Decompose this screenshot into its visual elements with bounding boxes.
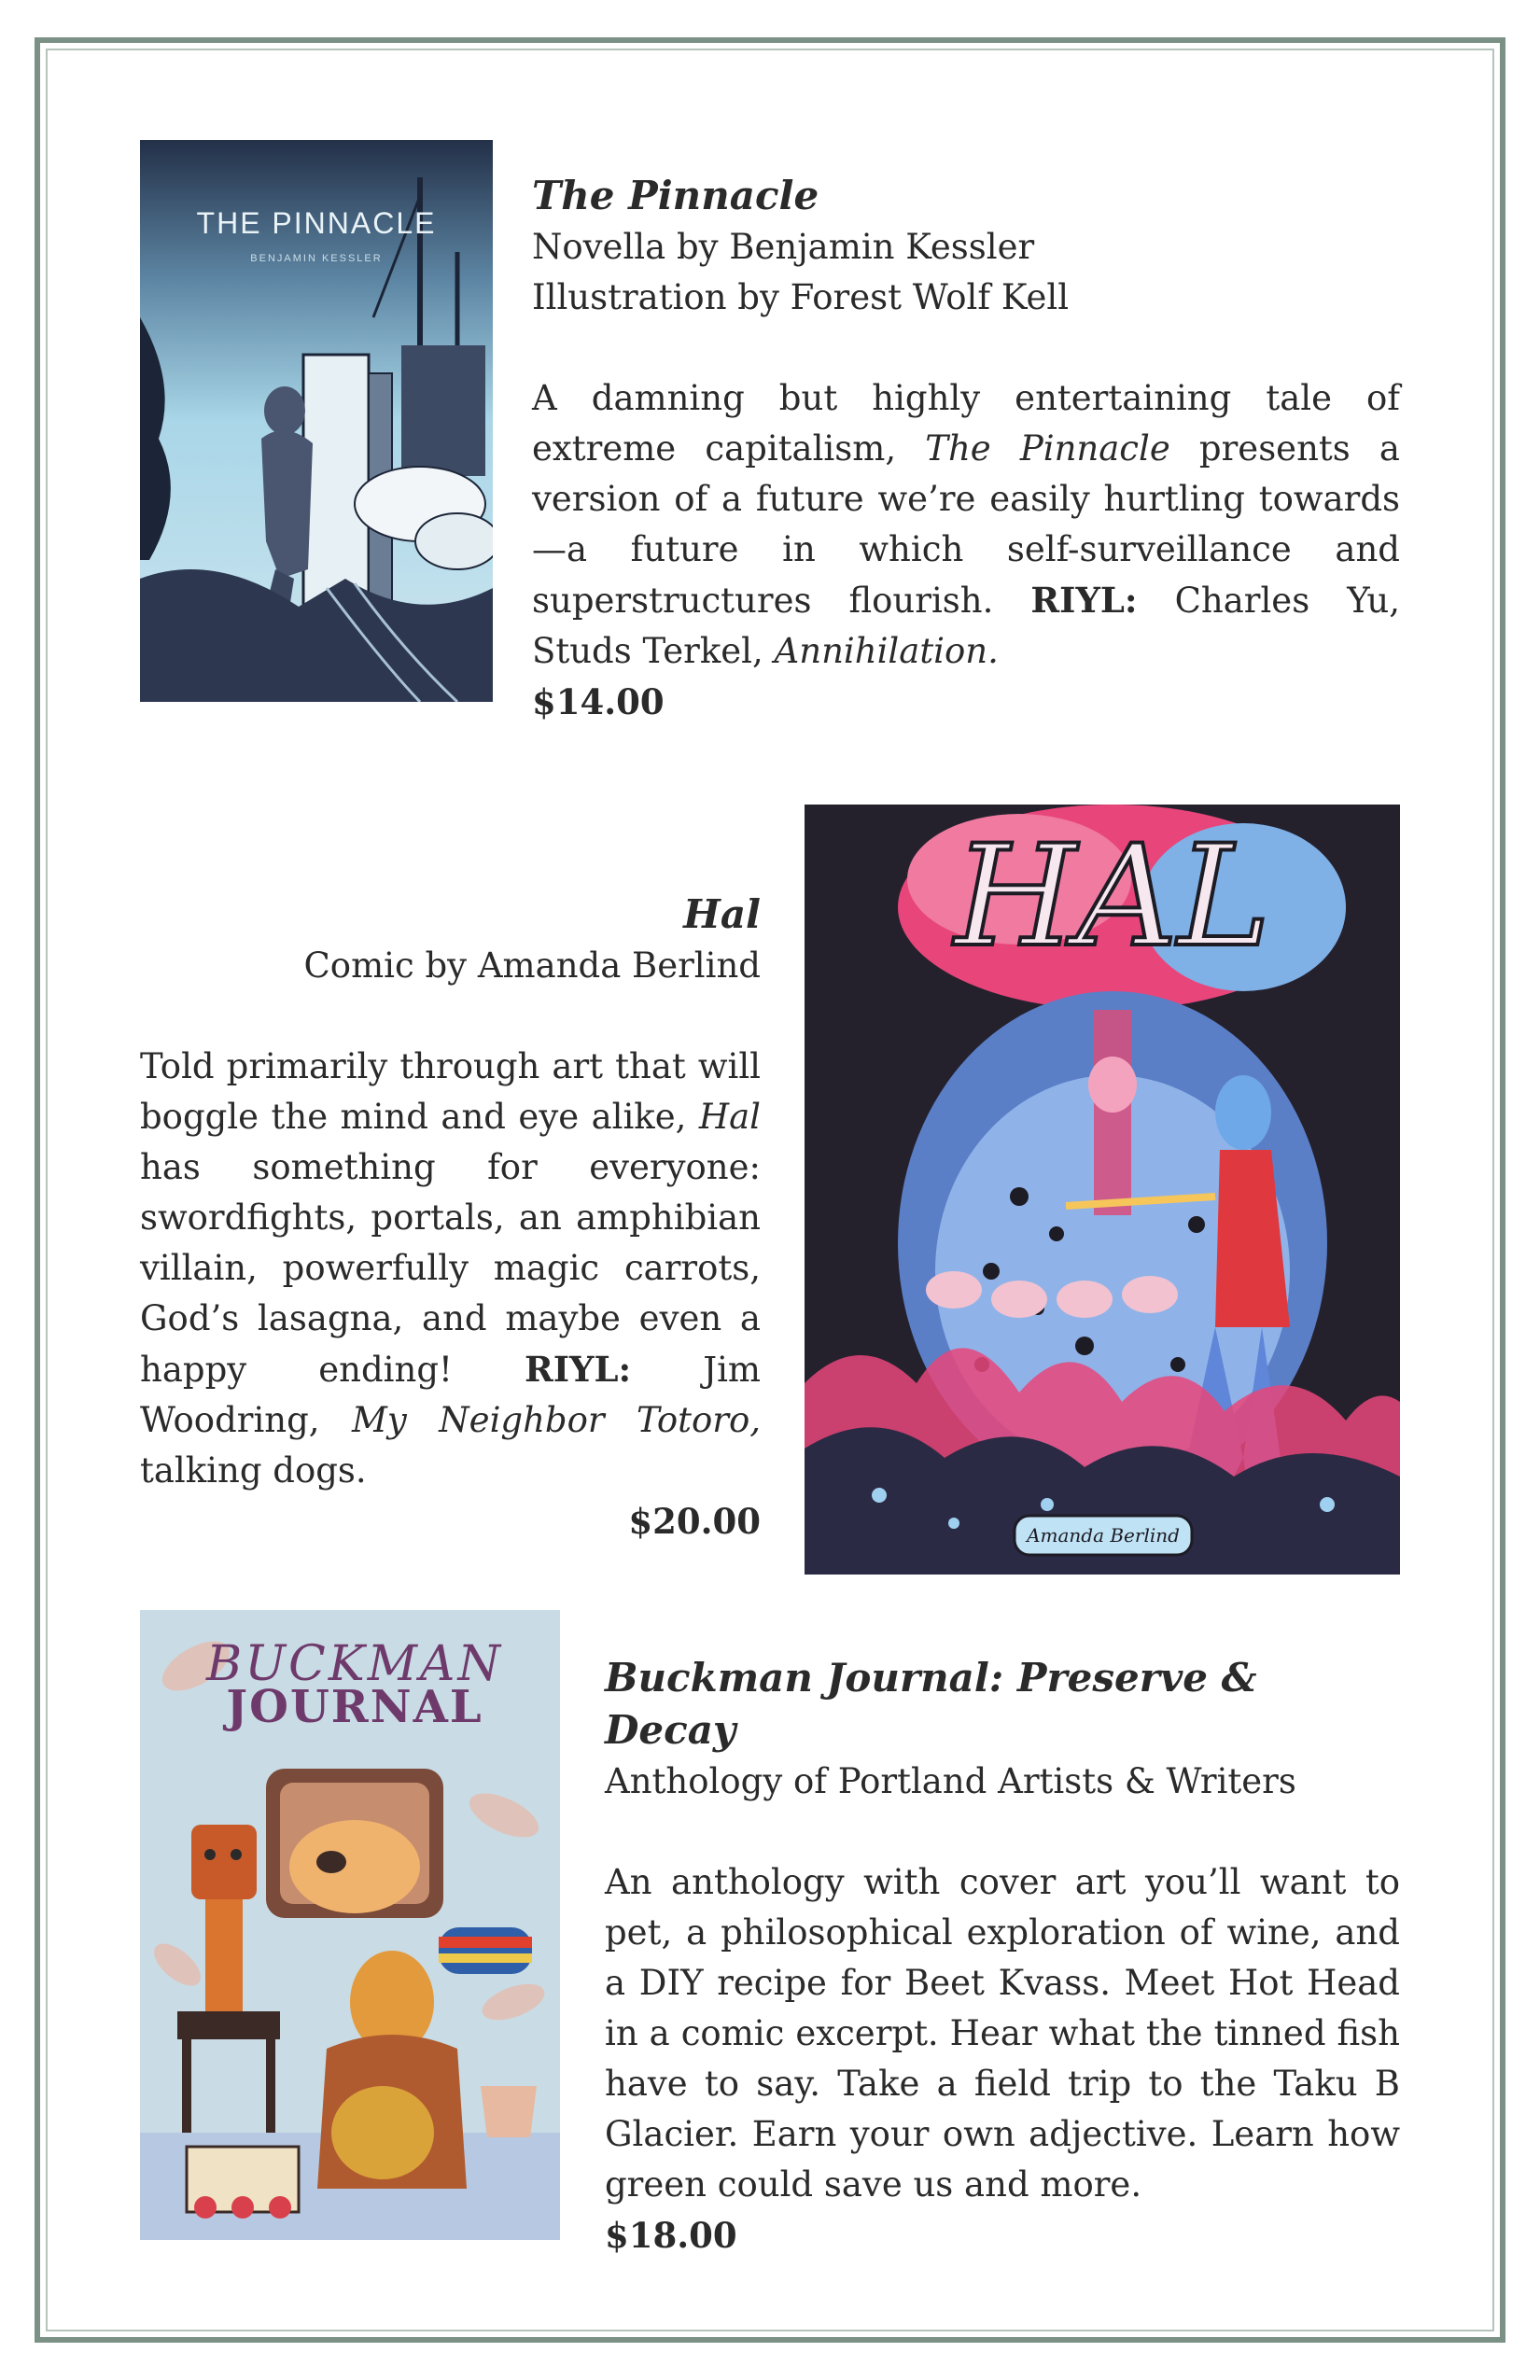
pinnacle-title: The Pinnacle <box>532 173 819 218</box>
hal-cover-signature: Amanda Berlind <box>1027 1524 1180 1547</box>
pinnacle-info <box>532 170 1400 727</box>
pinnacle-credit-illustrator: Illustration by Forest Wolf Kell <box>532 277 1070 317</box>
pinnacle-cover-title: THE PINNACLE <box>196 206 437 240</box>
pinnacle-credit-author: Novella by Benjamin Kessler <box>532 227 1035 267</box>
hal-title: Hal <box>683 891 761 937</box>
hal-info <box>140 889 761 1547</box>
hal-credit-author: Comic by Amanda Berlind <box>303 945 761 986</box>
buckman-cover-image <box>140 1610 560 2240</box>
pinnacle-description: A damning but highly entertaining tale of extreme capitalism, The Pinnacle presents a version of a future we’re easily hurtling towards—a future in which self-surveillance and superstructures flourish. RIYL: Charles Yu, Studs Terkel, Annihilation. <box>532 378 1401 671</box>
buckman-cover-title-top: BUCKMAN <box>206 1636 503 1692</box>
pinnacle-price: $14.00 <box>532 681 665 722</box>
hal-cover-title: HAL <box>954 816 1271 978</box>
hal-riyl-label: RIYL: <box>524 1349 632 1390</box>
buckman-cover-title-bottom: JOURNAL <box>226 1681 483 1733</box>
buckman-description: An anthology with cover art you’ll want to pet, a philosophical exploration of wine, and a DIY recipe for Beet Kvass. Meet Hot Head in a comic excerpt. Hear what the tinned fish have to say. Take a field trip to the Taku B Glacier. Earn your own adjective. Learn how green could save us and more. <box>605 1862 1400 2205</box>
buckman-title: Buckman Journal: Preserve & Decay <box>605 1655 1257 1753</box>
buckman-price: $18.00 <box>605 2215 737 2256</box>
hal-description: Told primarily through art that will boggle the mind and eye alike, Hal has something for everyone: swordfights, portals, an amphibian villain, powerfully magic carrots, God’s lasagna, and maybe even a happy ending! RIYL: Jim Woodring, My Neighbor Totoro, talking dogs. <box>140 1046 762 1491</box>
buckman-info <box>605 1652 1400 2261</box>
hal-price: $20.00 <box>628 1501 761 1542</box>
hal-cover-image <box>805 805 1400 1575</box>
pinnacle-riyl-label: RIYL: <box>1030 580 1138 621</box>
pinnacle-cover-author: BENJAMIN KESSLER <box>250 253 383 264</box>
pinnacle-cover-image <box>140 140 493 702</box>
buckman-credit: Anthology of Portland Artists & Writers <box>605 1761 1296 1801</box>
